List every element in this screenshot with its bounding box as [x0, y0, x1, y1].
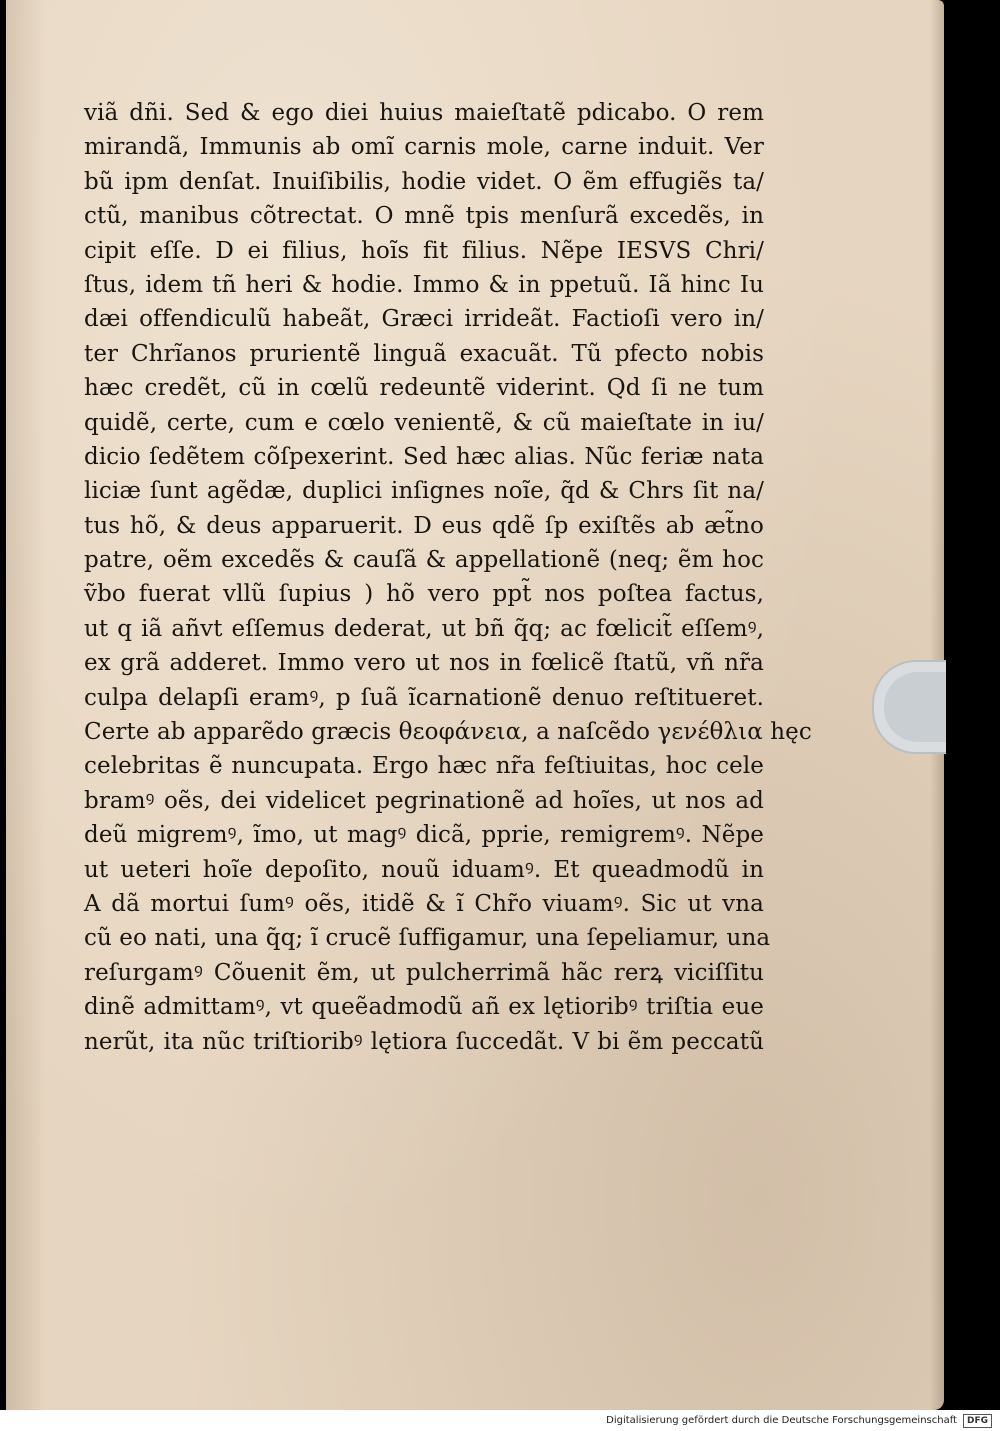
page-clip-tab	[872, 660, 946, 754]
text-line: celebritas ẽ nuncupata. Ergo hæc nr̃a feſtiuitas, hoc cele	[84, 753, 764, 780]
dfg-logo-text: DFG	[966, 1415, 988, 1426]
text-block	[84, 96, 812, 1059]
text-line: ut q iã añvt eſſemus dederat, ut bñ q̃q; ac fœlicit̃ eſſemꝰ,	[84, 615, 764, 642]
text-line: hæc credẽt, cũ in cœlũ redeuntẽ viderint. Qd ſi ne tum	[84, 375, 764, 402]
text-line: cipit eſſe. D ei filius, hoĩs fit filius. Nẽpe IESVS Chri/	[84, 237, 764, 264]
text-line: dicio ſedẽtem cõſpexerint. Sed hæc alias. Nũc feriæ nata	[84, 443, 764, 470]
text-line: ṽbo fuerat vllũ ſupius ) hõ vero ppt̃ nos poſtea factus,	[84, 581, 764, 608]
text-line: mirandã, Immunis ab omĩ carnis mole, carne induit. Ver	[84, 134, 764, 161]
text-line: ter Chrĩanos prurientẽ linguã exacuãt. Tũ pfecto nobis	[84, 340, 764, 367]
text-line: bramꝰ oẽs, dei videlicet pegrinationẽ ad hoĩes, ut nos ad	[84, 787, 764, 814]
text-line: quidẽ, certe, cum e cœlo venientẽ, & cũ maieſtate in iu/	[84, 409, 764, 436]
dfg-logo-icon	[963, 1414, 992, 1428]
text-line: cũ eo nati, una q̃q; ĩ crucẽ ſuffigamur, una ſepeliamur, una	[84, 925, 771, 952]
text-line: dinẽ admittamꝰ, vt queẽadmodũ añ ex lętioribꝰ triſtia eue	[84, 994, 764, 1021]
text-line: reſurgamꝰ Cõuenit ẽm, ut pulcherrimã hãc rerꝝ viciſſitu	[84, 959, 764, 986]
text-line: deũ migremꝰ, ĩmo, ut magꝰ dicã, pprie, remigremꝰ. Nẽpe	[84, 822, 764, 849]
text-line: ut ueteri hoĩe depoſito, nouũ iduamꝰ. Et queadmodũ in	[84, 856, 764, 883]
text-line: viã dñi. Sed & ego diei huius maieſtatẽ pdicabo. O rem	[84, 100, 764, 126]
text-line: patre, oẽm excedẽs & cauſã & appellationẽ (neq; ẽm hoc	[84, 547, 764, 574]
text-line: liciæ ſunt agẽdæ, duplici inſignes noĩe, q̃d & Chrs ſit na/	[84, 478, 764, 505]
funding-note: Digitalisierung gefördert durch die Deutsche Forschungsgemeinschaft	[606, 1415, 957, 1426]
text-line: ex grã adderet. Immo vero ut nos in fœlicẽ ſtatũ, vñ nr̃a	[84, 650, 764, 677]
footer-bar	[0, 1410, 1000, 1431]
text-line: tus hõ, & deus apparuerit. D eus qdẽ ſp exiſtẽs ab æt̃no	[84, 512, 764, 539]
text-line: Certe ab apparẽdo græcis θεοφάνεια, a naſcẽdo γενέθλια hęc	[84, 719, 812, 746]
text-line: ſtus, idem tñ heri & hodie. Immo & in ppetuũ. Iã hinc Iu	[84, 271, 764, 298]
book-page	[6, 0, 944, 1410]
text-line: A dã mortui ſumꝰ oẽs, itidẽ & ĩ Chr̃o viuamꝰ. Sic ut vna	[84, 890, 764, 917]
text-line: culpa delapſi eramꝰ, p ſuã ĩcarnationẽ denuo reſtitueret.	[84, 684, 764, 711]
page-clip-inner	[884, 672, 946, 742]
text-line: ctũ, manibus cõtrectat. O mnẽ tpis menſurã excedẽs, in	[84, 203, 764, 230]
text-line: bũ ipm denſat. Inuiſibilis, hodie videt. O ẽm effugiẽs ta/	[84, 168, 764, 195]
text-line: dæi offendiculũ habeãt, Græci irrideãt. Factioſi vero in/	[84, 306, 764, 333]
text-line: nerũt, ita nũc triſtioribꝰ lętiora ſuccedãt. V bi ẽm peccatũ	[84, 1028, 764, 1055]
